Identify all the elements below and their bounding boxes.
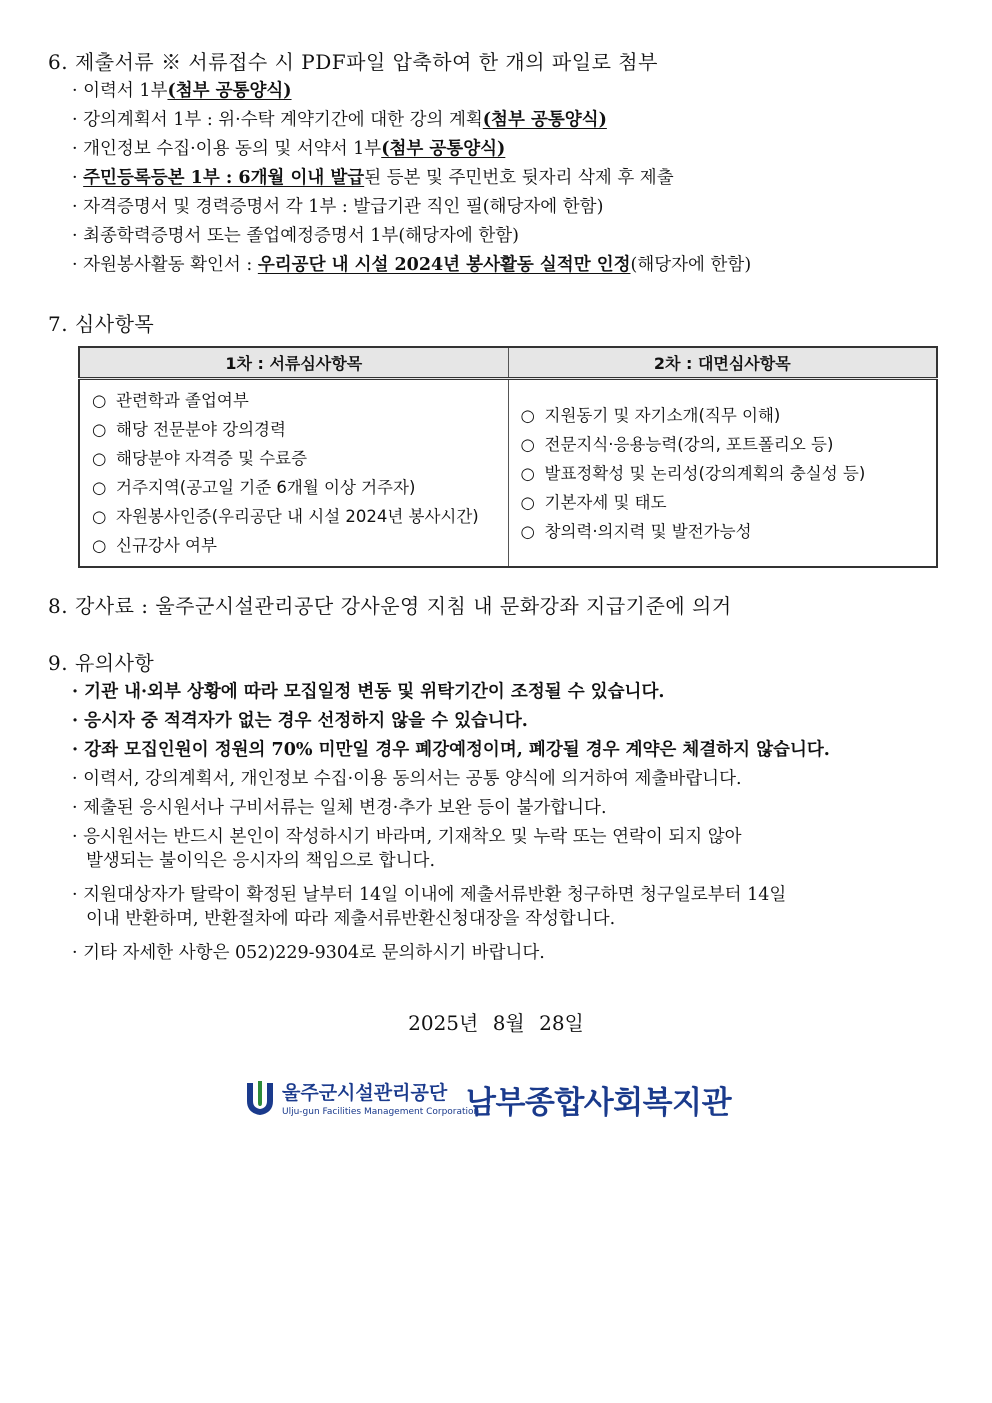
list-item <box>92 386 508 415</box>
doc-item-resident-registration <box>72 166 674 190</box>
criteria-text: 발표정확성 및 논리성(강의계획의 충실성 등) <box>544 463 866 483</box>
notice-item: · 기관 내·외부 상황에 따라 모집일정 변동 및 위탁기간이 조정될 수 있습니다. <box>72 682 665 702</box>
doc-item-resume <box>72 79 292 103</box>
item-emphasis: (첨부 공통양식) <box>381 139 506 159</box>
table-header-first-round: 1차 : 서류심사항목 <box>79 347 508 379</box>
review-criteria-table <box>78 346 938 568</box>
criteria-text: 지원동기 및 자기소개(직무 이해) <box>544 405 781 425</box>
list-item <box>521 401 937 430</box>
notice-item: · 강좌 모집인원이 정원의 70% 미만일 경우 폐강예정이며, 폐강될 경우 계약은 체결하지 않습니다. <box>72 740 830 760</box>
list-item <box>92 502 508 531</box>
criteria-text: 기본자세 및 태도 <box>544 492 667 512</box>
list-item <box>92 473 508 502</box>
item-emphasis: 우리공단 내 시설 2024년 봉사활동 실적만 인정 <box>257 255 631 275</box>
doc-item-lecture-plan <box>72 108 607 132</box>
criteria-text: 거주지역(공고일 기준 6개월 이상 거주자) <box>116 478 416 497</box>
doc-item-privacy-consent <box>72 137 505 161</box>
section-9-heading: 9. 유의사항 <box>48 651 155 675</box>
criteria-text: 창의력·의지력 및 발전가능성 <box>544 521 752 541</box>
first-round-criteria <box>79 379 508 568</box>
item-text: · <box>72 168 84 188</box>
item-text-after: (해당자에 한함) <box>630 255 752 275</box>
item-text: · 개인정보 수집·이용 동의 및 서약서 1부 <box>72 139 382 159</box>
notice-item-continuation: 이내 반환하며, 반환절차에 따라 제출서류반환신청대장을 작성합니다. <box>86 909 616 929</box>
notice-item: · 기타 자세한 사항은 052)229-9304로 문의하시기 바랍니다. <box>72 943 545 963</box>
notice-item-continuation: 발생되는 불이익은 응시자의 책임으로 합니다. <box>86 851 436 871</box>
ulju-logo-icon <box>244 1079 276 1117</box>
circle-bullet-icon: ○ <box>520 434 535 454</box>
item-text: · 자격증명서 및 경력증명서 각 1부 : 발급기관 직인 필(해당자에 한함) <box>72 197 604 217</box>
org-name-english: Ulju-gun Facilities Management Corporation <box>282 1107 480 1117</box>
notice-item-line: · 지원대상자가 탈락이 확정된 날부터 14일 이내에 제출서류반환 청구하면 청구일로부터 14일 <box>72 885 787 905</box>
circle-bullet-icon: ○ <box>92 536 107 555</box>
doc-item-certificates <box>72 195 603 219</box>
table-header-second-round: 2차 : 대면심사항목 <box>508 347 937 379</box>
list-item <box>92 531 508 560</box>
list-item <box>521 488 937 517</box>
notice-item: · 이력서, 강의계획서, 개인정보 수집·이용 동의서는 공통 양식에 의거하여 제출바랍니다. <box>72 769 742 789</box>
circle-bullet-icon: ○ <box>520 492 535 512</box>
notice-item <box>72 825 944 873</box>
criteria-text: 자원봉사인증(우리공단 내 시설 2024년 봉사시간) <box>116 507 479 526</box>
circle-bullet-icon: ○ <box>92 449 107 468</box>
item-text-after: 된 등본 및 주민번호 뒷자리 삭제 후 제출 <box>364 168 674 188</box>
item-emphasis: (첨부 공통양식) <box>482 110 607 130</box>
item-text: · 강의계획서 1부 : 위·수탁 계약기간에 대한 강의 계획 <box>72 110 483 130</box>
circle-bullet-icon: ○ <box>520 405 535 425</box>
list-item <box>92 444 508 473</box>
item-text: · 최종학력증명서 또는 졸업예정증명서 1부(해당자에 한함) <box>72 226 519 246</box>
list-item <box>521 517 937 546</box>
table-header-row <box>79 347 937 379</box>
item-emphasis: 주민등록등본 1부 : 6개월 이내 발급 <box>83 168 365 188</box>
criteria-text: 전문지식·응용능력(강의, 포트폴리오 등) <box>544 434 834 454</box>
criteria-text: 해당분야 자격증 및 수료증 <box>116 449 308 468</box>
welfare-center-name: 남부종합사회복지관 <box>466 1085 732 1121</box>
notice-item <box>72 883 944 931</box>
org-name-korean: 울주군시설관리공단 <box>282 1082 448 1104</box>
item-text: · 자원봉사활동 확인서 : <box>72 255 258 275</box>
list-item <box>92 415 508 444</box>
criteria-text: 해당 전문분야 강의경력 <box>116 420 286 439</box>
circle-bullet-icon: ○ <box>520 463 535 483</box>
notice-item: · 응시자 중 적격자가 없는 경우 선정하지 않을 수 있습니다. <box>72 711 528 731</box>
table-row <box>79 379 937 568</box>
circle-bullet-icon: ○ <box>520 521 535 541</box>
notice-item: · 제출된 응시원서나 구비서류는 일체 변경·추가 보완 등이 불가합니다. <box>72 798 607 818</box>
doc-item-education <box>72 224 519 248</box>
criteria-text: 관련학과 졸업여부 <box>116 391 249 410</box>
circle-bullet-icon: ○ <box>92 420 107 439</box>
section-6-heading: 6. 제출서류 ※ 서류접수 시 PDF파일 압축하여 한 개의 파일로 첨부 <box>48 50 658 74</box>
list-item <box>521 430 937 459</box>
circle-bullet-icon: ○ <box>92 391 107 410</box>
item-text: · 이력서 1부 <box>72 81 168 101</box>
section-7-heading: 7. 심사항목 <box>48 312 155 336</box>
circle-bullet-icon: ○ <box>92 507 107 526</box>
notice-item-line: · 응시원서는 반드시 본인이 작성하시기 바라며, 기재착오 및 누락 또는 연락이 되지 않아 <box>72 827 742 847</box>
circle-bullet-icon: ○ <box>92 478 107 497</box>
document-date: 2025년 8월 28일 <box>408 1011 584 1035</box>
item-emphasis: (첨부 공통양식) <box>167 81 292 101</box>
section-8-heading: 8. 강사료 : 울주군시설관리공단 강사운영 지침 내 문화강좌 지급기준에 의거 <box>48 594 732 618</box>
second-round-criteria <box>508 379 937 568</box>
doc-item-volunteer <box>72 253 751 277</box>
criteria-text: 신규강사 여부 <box>116 536 217 555</box>
footer-logo <box>244 1075 764 1125</box>
list-item <box>521 459 937 488</box>
